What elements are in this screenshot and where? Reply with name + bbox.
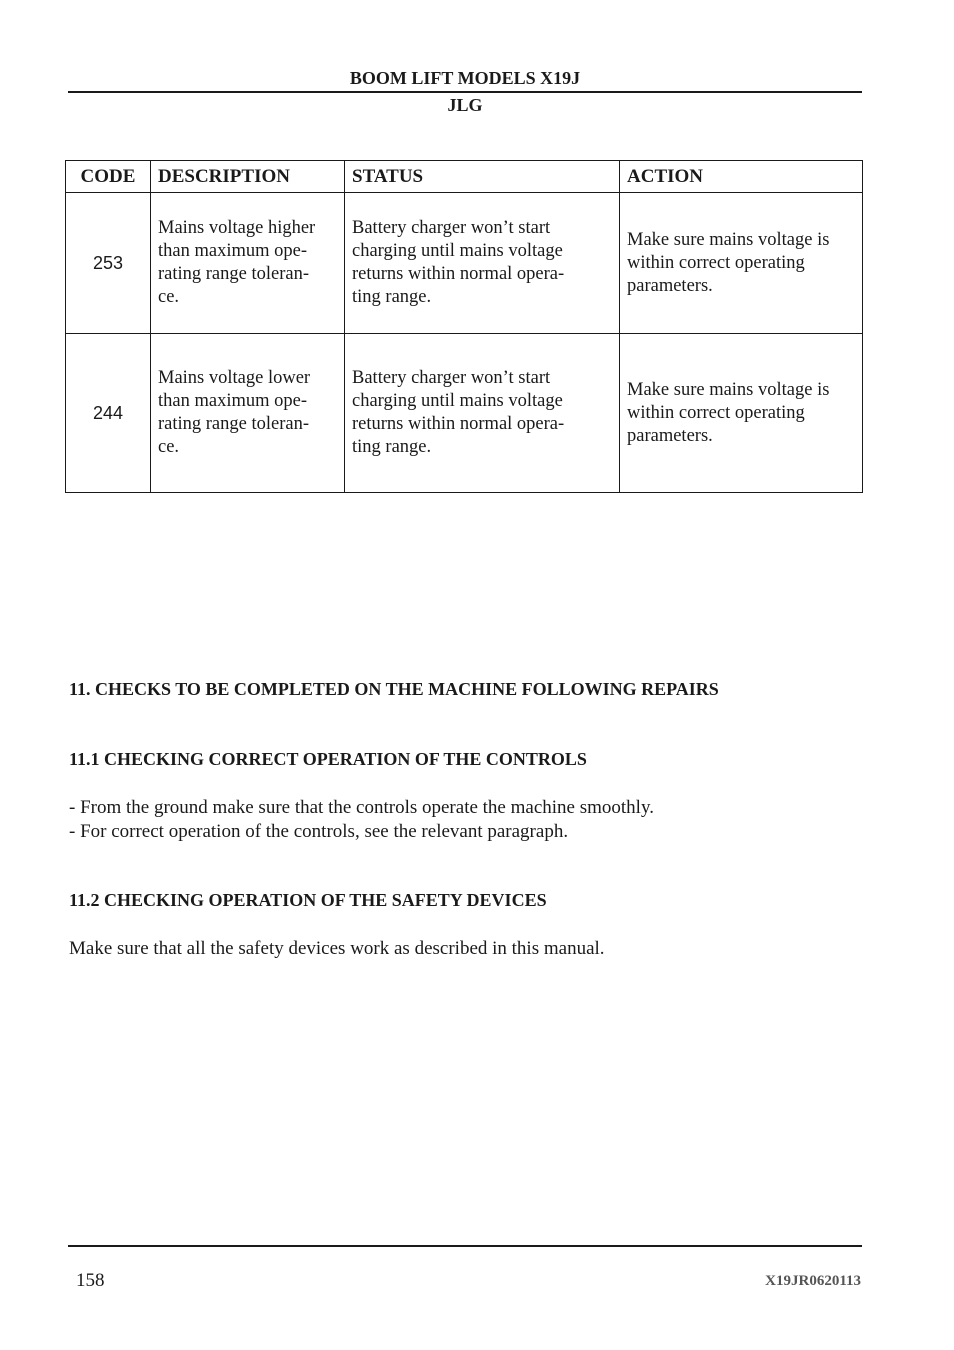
table-row <box>66 193 863 334</box>
status-line: ting range. <box>352 437 432 457</box>
page-number: 158 <box>76 1270 105 1291</box>
status-line: Battery charger won’t start <box>352 368 551 388</box>
safety-instructions <box>69 937 605 961</box>
brand-name: JLG <box>447 95 483 115</box>
section-heading-controls: 11.1 CHECKING CORRECT OPERATION OF THE CONTROLS <box>69 749 587 769</box>
section-heading-checks: 11. CHECKS TO BE COMPLETED ON THE MACHINE FOLLOWING REPAIRS <box>69 679 719 699</box>
column-header-code: CODE <box>66 161 151 193</box>
description-line: rating range toleran- <box>158 264 310 284</box>
description-line: than maximum ope- <box>158 391 307 411</box>
action-line: within correct operating <box>627 402 805 423</box>
column-header-description: DESCRIPTION <box>151 161 345 193</box>
description-line: ce. <box>158 287 180 307</box>
header-divider <box>68 91 862 93</box>
description-line: than maximum ope- <box>158 241 307 261</box>
description-line: Mains voltage higher <box>158 218 316 238</box>
code-cell: 244 <box>66 334 151 493</box>
action-line: Make sure mains voltage is <box>627 229 830 250</box>
footer-divider <box>68 1245 862 1247</box>
column-header-action: ACTION <box>620 161 863 193</box>
status-line: charging until mains voltage <box>352 241 563 261</box>
table-row <box>66 334 863 493</box>
action-line: parameters. <box>627 275 713 296</box>
status-line: Battery charger won’t start <box>352 218 551 238</box>
status-cell <box>345 334 620 493</box>
action-cell <box>620 334 863 493</box>
action-line: Make sure mains voltage is <box>627 379 830 400</box>
instruction-line: - From the ground make sure that the controls operate the machine smoothly. <box>69 797 654 818</box>
description-cell <box>151 193 345 334</box>
controls-instructions <box>69 796 654 844</box>
section-heading-safety: 11.2 CHECKING OPERATION OF THE SAFETY DEVICES <box>69 890 547 910</box>
status-cell <box>345 193 620 334</box>
table-header-row <box>66 161 863 193</box>
instruction-line: - For correct operation of the controls, see the relevant paragraph. <box>69 821 569 842</box>
instruction-line: Make sure that all the safety devices work as described in this manual. <box>69 938 605 959</box>
description-cell <box>151 334 345 493</box>
status-line: charging until mains voltage <box>352 391 563 411</box>
action-cell <box>620 193 863 334</box>
error-code-table <box>65 160 863 493</box>
description-line: rating range toleran- <box>158 414 310 434</box>
status-line: returns within normal opera- <box>352 414 565 434</box>
status-line: ting range. <box>352 287 432 307</box>
document-title: BOOM LIFT MODELS X19J <box>349 68 581 88</box>
status-line: returns within normal opera- <box>352 264 565 284</box>
description-line: ce. <box>158 437 180 457</box>
document-code: X19JR0620113 <box>765 1273 861 1289</box>
description-line: Mains voltage lower <box>158 368 311 388</box>
action-line: parameters. <box>627 425 713 446</box>
code-cell: 253 <box>66 193 151 334</box>
column-header-status: STATUS <box>345 161 620 193</box>
action-line: within correct operating <box>627 252 805 273</box>
